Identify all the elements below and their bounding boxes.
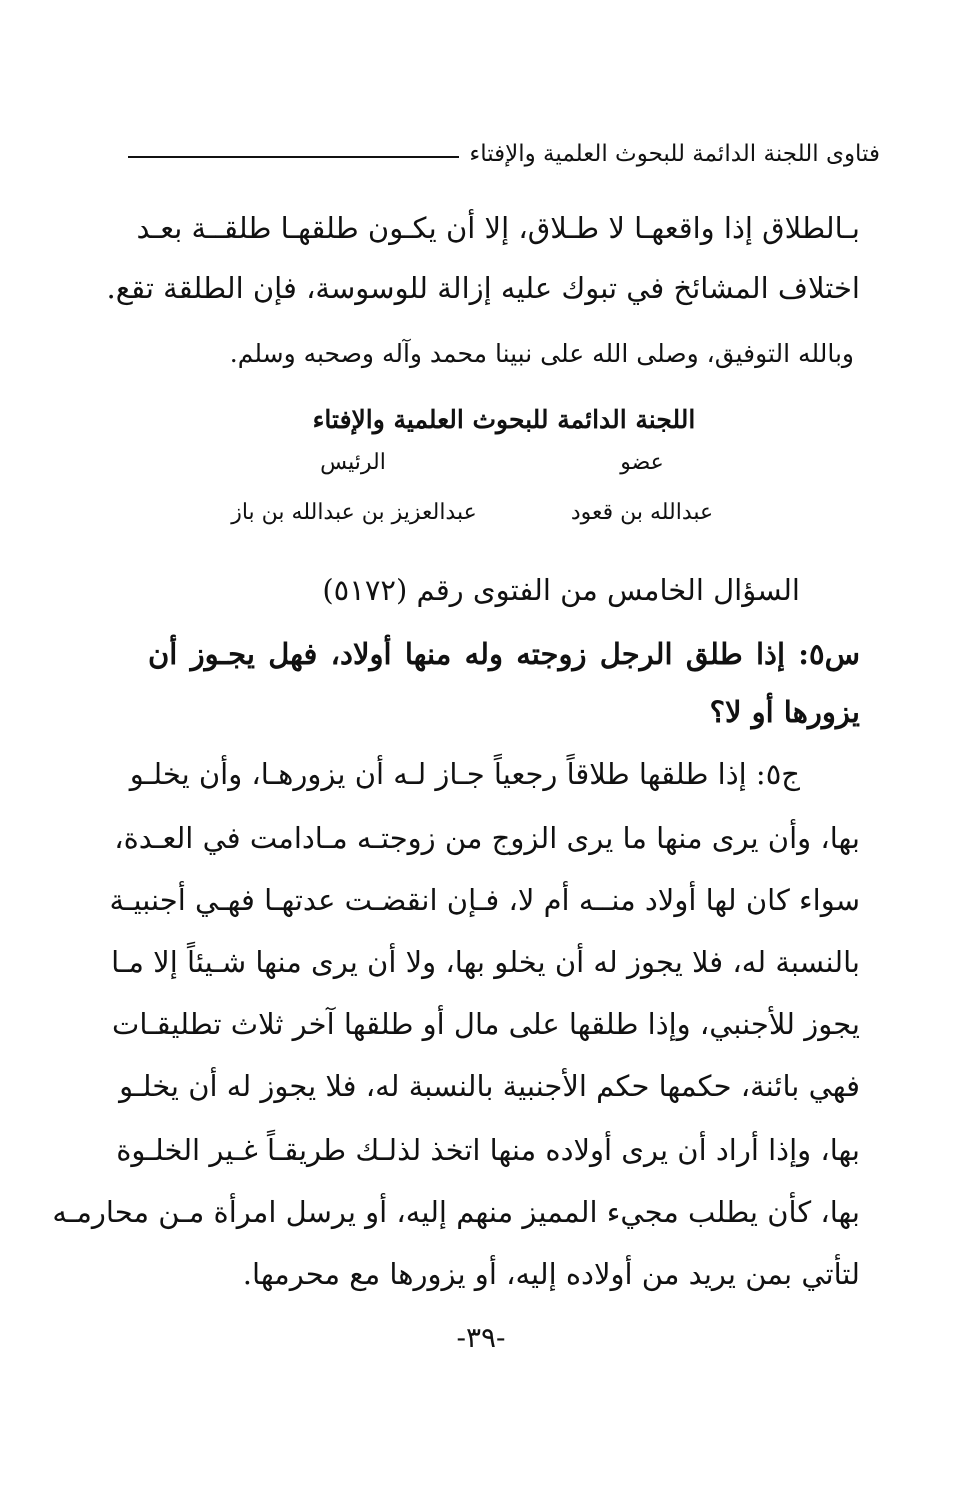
answer-line: ج٥: إذا طلقها طلاقاً رجعياً جـاز لـه أن يزورهـا، وأن يخلـو: [129, 757, 800, 791]
question-heading: السؤال الخامس من الفتوى رقم (٥١٧٢): [322, 573, 800, 607]
running-header: [128, 130, 880, 170]
answer-line: بها، وأن يرى منها ما يرى الزوج من زوجتـه مـادامت في العـدة،: [114, 821, 860, 855]
answer-line: سواء كان لها أولاد منــه أم لا، فـإن انقضـت عدتهـا فهـي أجنبيـة: [109, 883, 860, 917]
answer-line: يجوز للأجنبي، وإذا طلقها على مال أو طلقها آخر ثلاث تطليقـات: [112, 1007, 860, 1041]
chair-title: الرئيس: [320, 450, 386, 475]
question-line: يزورها أو لا؟: [709, 695, 860, 729]
header-rule: [128, 156, 459, 158]
paragraph-line: اختلاف المشائخ في تبوك عليه إزالة للوسوسة، فإن الطلقة تقع.: [106, 271, 860, 305]
answer-line: فهي بائنة، حكمها حكم الأجنبية بالنسبة له، فلا يجوز له أن يخلـو: [119, 1069, 860, 1103]
chair-name: عبدالعزيز بن عبدالله بن باز: [231, 500, 477, 525]
answer-line: بالنسبة له، فلا يجوز له أن يخلو بها، ولا أن يرى منها شـيئاً إلا مـا: [111, 945, 860, 979]
committee-name: اللجنة الدائمة للبحوث العلمية والإفتاء: [312, 405, 696, 434]
member-name: عبدالله بن قعود: [570, 500, 714, 525]
answer-line: بها، كأن يطلب مجيء المميز منهم إليه، أو يرسل امرأة مـن محارمـه: [52, 1195, 860, 1229]
answer-line: بها، وإذا أراد أن يرى أولاده منها اتخذ لذلـك طريقـاً غـير الخلـوة: [116, 1133, 860, 1167]
page-number: -٣٩-: [456, 1321, 506, 1354]
member-title: عضو: [620, 450, 664, 475]
closing-line: وبالله التوفيق، وصلى الله على نبينا محمد وآله وصحبه وسلم.: [229, 339, 854, 368]
answer-line: لتأتي بمن يريد من أولاده إليه، أو يزورها مع محرمها.: [242, 1257, 860, 1291]
question-line: س٥: إذا طلق الرجل زوجته وله منها أولاد، فهل يجـوز أن: [148, 637, 860, 671]
header-title: فتاوى اللجنة الدائمة للبحوث العلمية والإفتاء: [469, 141, 880, 167]
paragraph-line: بـالطلاق إذا واقعهـا لا طـلاق، إلا أن يكـون طلقهـا طلقــة بعـد: [136, 211, 860, 245]
signatories: [148, 446, 860, 536]
